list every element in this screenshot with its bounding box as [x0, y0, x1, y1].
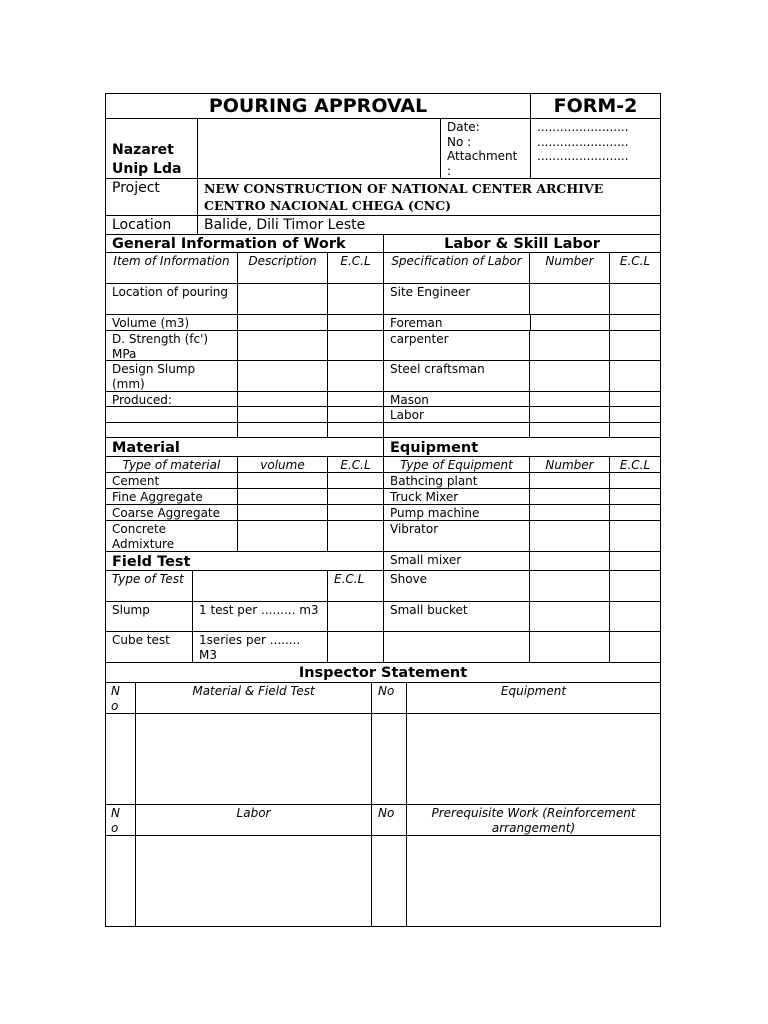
general-description[interactable]	[238, 407, 328, 422]
table-row	[105, 361, 661, 392]
table-row	[105, 505, 661, 521]
general-labor-headers	[105, 253, 661, 284]
general-item	[106, 423, 238, 437]
field-test-title-row	[105, 552, 661, 571]
general-item: D. Strength (fc') MPa	[106, 331, 238, 360]
labor-number[interactable]	[530, 392, 610, 406]
inspector-no-header-2: No	[372, 683, 407, 713]
labor-spec	[384, 423, 530, 437]
location-value: Balide, Dili Timor Leste	[204, 217, 366, 233]
labor-ecl[interactable]	[610, 315, 660, 330]
equipment-number[interactable]	[530, 489, 610, 504]
field-test-header-type: Type of Test	[106, 571, 193, 601]
equipment-title: Equipment	[390, 440, 479, 456]
field-test-ecl[interactable]	[328, 602, 384, 631]
general-description[interactable]	[238, 331, 328, 360]
attachment-field[interactable]: ........................	[537, 149, 629, 163]
general-item	[106, 407, 238, 422]
field-test-spec: 1series per ........ M3	[193, 632, 328, 662]
material-type: Concrete Admixture	[106, 521, 238, 551]
general-description[interactable]	[238, 392, 328, 406]
labor-title: Labor & Skill Labor	[444, 236, 600, 252]
inspector-material-header: Material & Field Test	[136, 683, 372, 713]
location-row	[105, 216, 661, 235]
material-equipment-headers	[105, 457, 661, 473]
general-header-description: Description	[238, 253, 328, 283]
material-title: Material	[106, 438, 384, 456]
material-volume[interactable]	[238, 473, 328, 488]
equipment-ecl[interactable]	[610, 552, 660, 570]
general-ecl[interactable]	[328, 361, 384, 391]
field-test-header-spec	[193, 571, 328, 601]
equipment-type: Bathcing plant	[384, 473, 530, 488]
labor-header-ecl: E.C.L	[619, 254, 651, 268]
equipment-type: Truck Mixer	[384, 489, 530, 504]
field-test-spec: 1 test per ......... m3	[193, 602, 328, 631]
general-description[interactable]	[238, 423, 328, 437]
equipment-number[interactable]	[530, 521, 610, 551]
general-description[interactable]	[238, 315, 328, 330]
inspector-prerequisite-header: Prerequisite Work (Reinforcement arrangement)	[431, 806, 636, 835]
general-description[interactable]	[238, 284, 328, 314]
project-line-2: CENTRO NACIONAL CHEGA (CNC)	[204, 198, 452, 213]
table-row	[105, 315, 661, 331]
form-title: POURING APPROVAL	[106, 94, 531, 118]
material-volume[interactable]	[238, 521, 328, 551]
material-type: Cement	[106, 473, 238, 488]
equipment-number[interactable]	[530, 505, 610, 520]
labor-number[interactable]	[530, 315, 610, 330]
table-row	[105, 331, 661, 361]
inspector-no-header: N o	[106, 683, 136, 713]
material-header-volume: volume	[238, 457, 328, 472]
general-item: Design Slump (mm)	[106, 361, 238, 391]
inspector-material-cell[interactable]	[136, 714, 372, 804]
equipment-number[interactable]	[530, 552, 610, 570]
general-ecl[interactable]	[328, 392, 384, 406]
general-ecl[interactable]	[328, 315, 384, 330]
general-header-item: Item of Information	[106, 253, 238, 283]
table-row	[105, 632, 661, 663]
equipment-header-type: Type of Equipment	[384, 457, 530, 472]
equipment-ecl[interactable]	[610, 521, 660, 551]
title-row	[105, 93, 661, 119]
labor-header-number: Number	[530, 253, 610, 283]
labor-ecl[interactable]	[610, 392, 660, 406]
general-ecl[interactable]	[328, 331, 384, 360]
inspector-no-cell-2[interactable]	[372, 714, 407, 804]
equipment-ecl[interactable]	[610, 602, 660, 631]
general-ecl[interactable]	[328, 284, 384, 314]
general-labor-titles	[105, 235, 661, 253]
labor-number[interactable]	[530, 407, 610, 422]
equipment-ecl[interactable]	[610, 473, 660, 488]
pouring-approval-form	[105, 93, 661, 927]
labor-spec: Steel craftsman	[384, 361, 530, 391]
equipment-number[interactable]	[530, 602, 610, 631]
labor-number[interactable]	[530, 284, 610, 314]
material-ecl[interactable]	[328, 521, 384, 551]
labor-ecl[interactable]	[610, 331, 660, 360]
equipment-type: Small mixer	[384, 552, 530, 570]
field-test-title: Field Test	[106, 552, 384, 570]
equipment-number[interactable]	[530, 571, 610, 601]
inspector-no-header: N o	[106, 805, 136, 835]
labor-spec: Labor	[384, 407, 530, 422]
equipment-ecl[interactable]	[610, 632, 660, 662]
inspector-equipment-header: Equipment	[500, 684, 567, 698]
general-item: Produced:	[106, 392, 238, 406]
form-code: FORM-2	[553, 95, 638, 117]
general-description[interactable]	[238, 361, 328, 391]
table-row	[105, 521, 661, 552]
material-header-type: Type of material	[106, 457, 238, 472]
labor-ecl[interactable]	[610, 423, 660, 437]
table-row	[105, 602, 661, 632]
labor-spec: Foreman	[390, 316, 443, 330]
labor-ecl[interactable]	[610, 361, 660, 391]
labor-spec: Site Engineer	[384, 284, 530, 314]
location-label: Location	[106, 216, 198, 234]
equipment-type: Shove	[384, 571, 530, 601]
company-blank	[198, 119, 441, 178]
no-field[interactable]: ........................	[537, 134, 629, 149]
inspector-prerequisite-cell[interactable]	[407, 836, 660, 926]
field-test-ecl[interactable]	[328, 632, 384, 662]
table-row	[105, 392, 661, 407]
equipment-type	[384, 632, 530, 662]
material-header-ecl: E.C.L	[328, 457, 384, 472]
material-volume[interactable]	[238, 505, 328, 520]
labor-spec: carpenter	[384, 331, 530, 360]
equipment-ecl[interactable]	[610, 489, 660, 504]
equipment-type: Vibrator	[384, 521, 530, 551]
inspector-header-row	[105, 683, 661, 714]
material-ecl[interactable]	[328, 505, 384, 520]
no-label: No :	[447, 134, 472, 149]
table-row	[105, 473, 661, 489]
material-equipment-titles	[105, 438, 661, 457]
inspector-body-row	[105, 714, 661, 805]
equipment-type: Pump machine	[384, 505, 530, 520]
inspector-no-cell[interactable]	[106, 836, 136, 926]
equipment-number[interactable]	[530, 473, 610, 488]
table-row	[105, 407, 661, 423]
inspector-no-cell[interactable]	[106, 714, 136, 804]
labor-header-spec: Specification of Labor	[384, 253, 530, 283]
material-volume[interactable]	[238, 489, 328, 504]
labor-spec: Mason	[384, 392, 530, 406]
project-row	[105, 179, 661, 216]
table-row	[105, 423, 661, 438]
date-labels	[441, 119, 531, 178]
inspector-equipment-cell[interactable]	[407, 714, 660, 804]
project-line-1: NEW CONSTRUCTION OF NATIONAL CENTER ARCHIVE	[204, 181, 604, 196]
company-name: Nazaret Unip Lda	[106, 119, 198, 178]
table-row	[105, 489, 661, 505]
labor-number[interactable]	[530, 423, 610, 437]
material-ecl[interactable]	[328, 473, 384, 488]
labor-ecl[interactable]	[610, 407, 660, 422]
inspector-title: Inspector Statement	[298, 665, 468, 681]
attachment-label: Attachment :	[447, 149, 518, 178]
inspector-labor-cell[interactable]	[136, 836, 372, 926]
general-item: Volume (m3)	[106, 315, 238, 330]
general-header-ecl: E.C.L	[328, 253, 384, 283]
project-value	[198, 179, 660, 215]
inspector-title-row	[105, 663, 661, 683]
date-label: Date:	[447, 120, 480, 134]
inspector-header-row	[105, 805, 661, 836]
material-ecl[interactable]	[328, 489, 384, 504]
date-values	[531, 119, 660, 178]
equipment-ecl[interactable]	[610, 505, 660, 520]
equipment-number[interactable]	[530, 632, 610, 662]
general-title: General Information of Work	[106, 235, 384, 252]
labor-number[interactable]	[530, 331, 610, 360]
general-ecl[interactable]	[328, 423, 384, 437]
general-item: Location of pouring	[106, 284, 238, 314]
project-label: Project	[106, 179, 198, 215]
equipment-ecl[interactable]	[610, 571, 660, 601]
field-test-header-row	[105, 571, 661, 602]
inspector-labor-header: Labor	[136, 805, 372, 835]
inspector-body-row	[105, 836, 661, 927]
equipment-type: Small bucket	[384, 602, 530, 631]
equipment-header-ecl: E.C.L	[619, 458, 651, 472]
material-type: Fine Aggregate	[106, 489, 238, 504]
labor-number[interactable]	[530, 361, 610, 391]
table-row	[105, 284, 661, 315]
field-test-type: Cube test	[106, 632, 193, 662]
labor-ecl[interactable]	[610, 284, 660, 314]
field-test-type: Slump	[106, 602, 193, 631]
equipment-header-number: Number	[530, 457, 610, 472]
inspector-no-header-2: No	[372, 805, 407, 835]
company-row	[105, 119, 661, 179]
date-field[interactable]: ........................	[537, 120, 629, 134]
general-ecl[interactable]	[328, 407, 384, 422]
material-type: Coarse Aggregate	[106, 505, 238, 520]
field-test-header-ecl: E.C.L	[328, 571, 384, 601]
inspector-no-cell-2[interactable]	[372, 836, 407, 926]
